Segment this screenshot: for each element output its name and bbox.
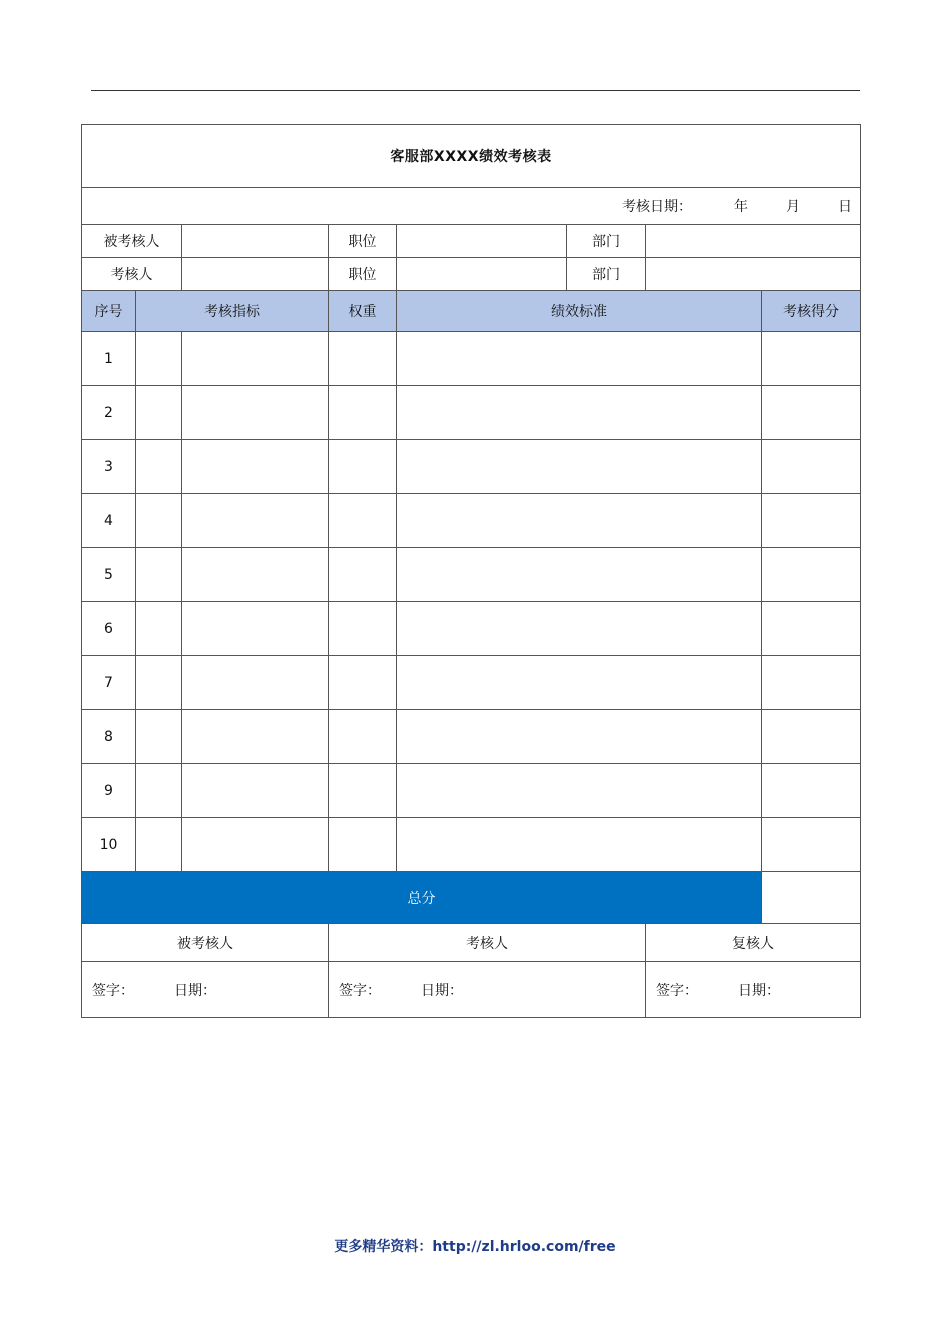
score-cell[interactable] xyxy=(762,494,861,548)
indicator-category-cell[interactable] xyxy=(136,386,182,440)
examiner-signature-field[interactable] xyxy=(329,962,646,1018)
weight-cell[interactable] xyxy=(329,386,397,440)
score-cell[interactable] xyxy=(762,818,861,872)
examinee-department-label: 部门 xyxy=(567,225,646,258)
indicator-detail-cell[interactable] xyxy=(182,494,329,548)
examinee-department-field[interactable] xyxy=(646,225,861,258)
standard-cell[interactable] xyxy=(397,764,762,818)
examiner-position-field[interactable] xyxy=(397,258,567,291)
weight-cell[interactable] xyxy=(329,548,397,602)
examinee-signature-field[interactable] xyxy=(82,962,329,1018)
weight-cell[interactable] xyxy=(329,764,397,818)
column-header-indicator: 考核指标 xyxy=(136,291,329,332)
indicator-detail-cell[interactable] xyxy=(182,548,329,602)
examiner-department-field[interactable] xyxy=(646,258,861,291)
examinee-position-label: 职位 xyxy=(329,225,397,258)
standard-cell[interactable] xyxy=(397,332,762,386)
examiner-department-label: 部门 xyxy=(567,258,646,291)
indicator-detail-cell[interactable] xyxy=(182,710,329,764)
standard-cell[interactable] xyxy=(397,710,762,764)
indicator-category-cell[interactable] xyxy=(136,602,182,656)
examiner-name-field[interactable] xyxy=(182,258,329,291)
weight-cell[interactable] xyxy=(329,440,397,494)
table-row xyxy=(82,494,861,548)
column-header-standard: 绩效标准 xyxy=(397,291,762,332)
indicator-category-cell[interactable] xyxy=(136,548,182,602)
signoff-examinee-label: 被考核人 xyxy=(82,924,329,962)
footer-link[interactable]: 更多精华资料：http://zl.hrloo.com/free xyxy=(334,1239,616,1255)
indicator-category-cell[interactable] xyxy=(136,818,182,872)
column-header-weight: 权重 xyxy=(329,291,397,332)
column-header-score: 考核得分 xyxy=(762,291,861,332)
row-number: 3 xyxy=(82,440,136,494)
weight-cell[interactable] xyxy=(329,818,397,872)
examiner-position-label: 职位 xyxy=(329,258,397,291)
indicator-category-cell[interactable] xyxy=(136,656,182,710)
row-number: 1 xyxy=(82,332,136,386)
standard-cell[interactable] xyxy=(397,656,762,710)
reviewer-signature-field[interactable] xyxy=(646,962,861,1018)
year-label: 年 xyxy=(734,199,748,215)
indicator-detail-cell[interactable] xyxy=(182,332,329,386)
table-row xyxy=(82,332,861,386)
assessment-date-row xyxy=(82,188,861,225)
table-row xyxy=(82,818,861,872)
sign-label: 签字： xyxy=(92,982,134,999)
table-row xyxy=(82,386,861,440)
total-label: 总分 xyxy=(82,872,762,924)
weight-cell[interactable] xyxy=(329,494,397,548)
score-cell[interactable] xyxy=(762,548,861,602)
table-row xyxy=(82,710,861,764)
score-cell[interactable] xyxy=(762,656,861,710)
total-score-field[interactable] xyxy=(762,872,861,924)
examiner-label: 考核人 xyxy=(82,258,182,291)
weight-cell[interactable] xyxy=(329,656,397,710)
indicator-category-cell[interactable] xyxy=(136,332,182,386)
score-cell[interactable] xyxy=(762,764,861,818)
sign-label: 签字： xyxy=(656,982,698,999)
sign-label: 签字： xyxy=(339,982,381,999)
indicator-category-cell[interactable] xyxy=(136,440,182,494)
form-title: 客服部XXXX绩效考核表 xyxy=(82,125,861,188)
indicator-detail-cell[interactable] xyxy=(182,764,329,818)
weight-cell[interactable] xyxy=(329,710,397,764)
indicator-detail-cell[interactable] xyxy=(182,656,329,710)
assessment-form xyxy=(81,124,861,1018)
weight-cell[interactable] xyxy=(329,332,397,386)
indicator-detail-cell[interactable] xyxy=(182,602,329,656)
table-row xyxy=(82,548,861,602)
header-rule xyxy=(91,90,860,91)
table-row xyxy=(82,656,861,710)
row-number: 7 xyxy=(82,656,136,710)
table-row xyxy=(82,764,861,818)
indicator-detail-cell[interactable] xyxy=(182,818,329,872)
row-number: 10 xyxy=(82,818,136,872)
score-cell[interactable] xyxy=(762,440,861,494)
row-number: 2 xyxy=(82,386,136,440)
standard-cell[interactable] xyxy=(397,818,762,872)
indicator-detail-cell[interactable] xyxy=(182,440,329,494)
score-cell[interactable] xyxy=(762,710,861,764)
assessment-items xyxy=(82,332,861,872)
standard-cell[interactable] xyxy=(397,494,762,548)
score-cell[interactable] xyxy=(762,332,861,386)
assessment-date-label: 考核日期： xyxy=(622,199,692,215)
weight-cell[interactable] xyxy=(329,602,397,656)
column-header-seq: 序号 xyxy=(82,291,136,332)
examinee-position-field[interactable] xyxy=(397,225,567,258)
row-number: 8 xyxy=(82,710,136,764)
row-number: 9 xyxy=(82,764,136,818)
signoff-reviewer-label: 复核人 xyxy=(646,924,861,962)
date-label: 日期： xyxy=(738,982,780,999)
standard-cell[interactable] xyxy=(397,386,762,440)
row-number: 4 xyxy=(82,494,136,548)
indicator-category-cell[interactable] xyxy=(136,494,182,548)
score-cell[interactable] xyxy=(762,602,861,656)
date-label: 日期： xyxy=(174,982,216,999)
indicator-detail-cell[interactable] xyxy=(182,386,329,440)
row-number: 6 xyxy=(82,602,136,656)
examinee-label: 被考核人 xyxy=(82,225,182,258)
table-row xyxy=(82,440,861,494)
signoff-examiner-label: 考核人 xyxy=(329,924,646,962)
table-row xyxy=(82,602,861,656)
score-cell[interactable] xyxy=(762,386,861,440)
day-label: 日 xyxy=(838,199,852,215)
indicator-category-cell[interactable] xyxy=(136,710,182,764)
indicator-category-cell[interactable] xyxy=(136,764,182,818)
date-label: 日期： xyxy=(421,982,463,999)
examinee-name-field[interactable] xyxy=(182,225,329,258)
standard-cell[interactable] xyxy=(397,440,762,494)
standard-cell[interactable] xyxy=(397,548,762,602)
month-label: 月 xyxy=(786,199,800,215)
standard-cell[interactable] xyxy=(397,602,762,656)
row-number: 5 xyxy=(82,548,136,602)
